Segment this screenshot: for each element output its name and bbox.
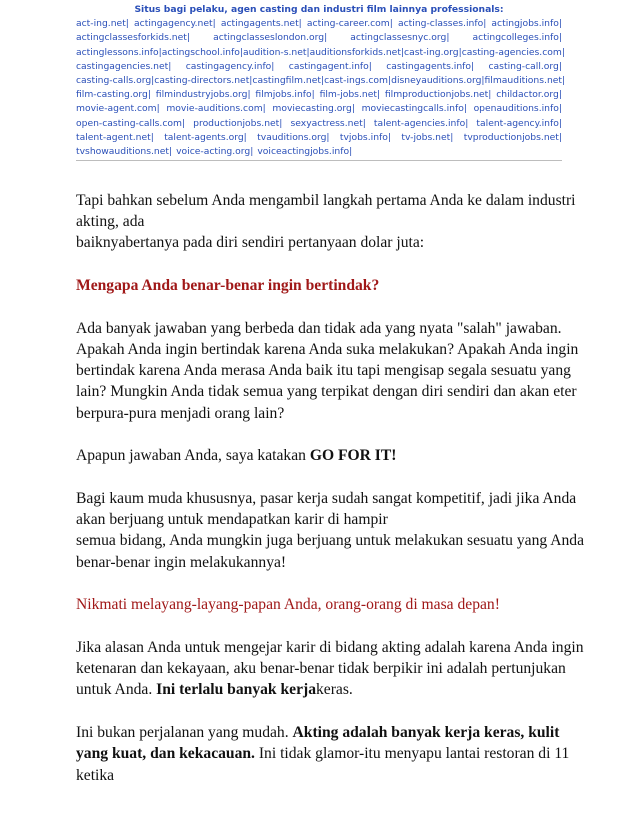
intro-paragraph bbox=[76, 190, 586, 254]
resource-link[interactable]: actingclassesnyc.org| bbox=[350, 32, 450, 44]
resource-link[interactable]: actingagents.net| bbox=[220, 18, 302, 30]
resource-link[interactable]: castingagencies.net| bbox=[76, 60, 172, 72]
resource-link[interactable]: filmindustryjobs.org| bbox=[155, 89, 251, 101]
fame-text: Jika alasan Anda untuk mengejar karir di bidang akting adalah karena Anda ingin ketenaran dan kekayaan, aku benar-benar tidak berpikir ini adalah pertunjukan untuk Anda. bbox=[76, 639, 584, 699]
link-line bbox=[76, 117, 562, 131]
resource-link[interactable]: open-casting-calls.com| bbox=[76, 117, 186, 129]
resource-link[interactable]: childactor.org| bbox=[496, 89, 562, 101]
resource-link[interactable]: casting-calls.org| bbox=[76, 75, 155, 87]
resource-link[interactable]: openauditions.info| bbox=[473, 103, 562, 115]
job-market-line-2: semua bidang, Anda mungkin juga berjuang untuk melakukan sesuatu yang Anda benar-benar ingin melakukannya! bbox=[76, 532, 584, 571]
hard-work-text: Ini bukan perjalanan yang mudah. bbox=[76, 724, 293, 742]
resource-link[interactable]: productionjobs.net| bbox=[193, 117, 283, 129]
resource-link[interactable]: tvshowauditions.net| bbox=[76, 146, 173, 158]
resource-link[interactable]: acting-classes.info| bbox=[397, 18, 487, 30]
resource-links-header bbox=[76, 3, 566, 159]
resource-link[interactable]: filmjobs.info| bbox=[255, 89, 315, 101]
resource-link[interactable]: voice-acting.org| bbox=[176, 146, 254, 158]
resource-link[interactable]: cast-ing.org| bbox=[404, 46, 462, 58]
job-market-paragraph bbox=[76, 488, 586, 573]
resource-link[interactable]: talent-agencies.info| bbox=[373, 117, 469, 129]
resource-link[interactable]: tv-jobs.net| bbox=[401, 131, 454, 143]
resource-link[interactable]: castingagent.info| bbox=[288, 60, 372, 72]
resource-link[interactable]: tvauditions.org| bbox=[257, 131, 330, 143]
resource-link[interactable]: actingcolleges.info| bbox=[472, 32, 562, 44]
link-lines bbox=[76, 17, 566, 159]
links-title: Situs bagi pelaku, agen casting dan industri film lainnya professionals: bbox=[134, 4, 504, 15]
resource-link[interactable]: castingagents.info| bbox=[386, 60, 475, 72]
go-for-it-text: Apapun jawaban Anda, saya katakan bbox=[76, 447, 310, 465]
resource-link[interactable]: sexyactress.net| bbox=[290, 117, 366, 129]
link-line bbox=[76, 131, 562, 145]
intro-line-2: baiknyabertanya pada diri sendiri pertanyaan dolar juta: bbox=[76, 234, 425, 252]
go-for-it-paragraph bbox=[76, 445, 586, 466]
resource-link[interactable]: auditionsforkids.net| bbox=[309, 46, 405, 58]
resource-link[interactable]: act-ing.net| bbox=[76, 18, 129, 30]
job-market-line-1: Bagi kaum muda khususnya, pasar kerja sudah sangat kompetitif, jadi jika Anda akan berjuang untuk mendapatkan karir di hampir bbox=[76, 490, 577, 529]
resource-link[interactable]: filmauditions.net| bbox=[484, 75, 566, 87]
link-line bbox=[76, 74, 566, 88]
resource-link[interactable]: movie-auditions.com| bbox=[166, 103, 266, 115]
go-for-it-emphasis: GO FOR IT! bbox=[309, 447, 397, 465]
section-heading-enjoy: Nikmati melayang-layang-papan Anda, orang-orang di masa depan! bbox=[76, 596, 500, 614]
link-line bbox=[76, 46, 565, 60]
link-line bbox=[76, 60, 562, 74]
fame-emphasis: Ini terlalu banyak kerja bbox=[156, 681, 316, 699]
intro-line-1: Tapi bahkan sebelum Anda mengambil langkah pertama Anda ke dalam industri akting, ada bbox=[76, 192, 576, 231]
resource-link[interactable]: disneyauditions.org| bbox=[391, 75, 485, 87]
link-line bbox=[76, 102, 562, 116]
resource-link[interactable]: film-casting.org| bbox=[76, 89, 151, 101]
resource-link[interactable]: actingjobs.info| bbox=[491, 18, 562, 30]
link-line bbox=[76, 145, 562, 159]
section-heading-why-act: Mengapa Anda benar-benar ingin bertindak? bbox=[76, 277, 380, 295]
resource-link[interactable]: moviecasting.org| bbox=[272, 103, 355, 115]
article-body bbox=[76, 190, 586, 807]
header-divider bbox=[76, 160, 562, 161]
resource-link[interactable]: talent-agent.net| bbox=[76, 131, 154, 143]
resource-link[interactable]: casting-directors.net| bbox=[154, 75, 253, 87]
resource-link[interactable]: acting-career.com| bbox=[306, 18, 393, 30]
resource-link[interactable]: voiceactingjobs.info| bbox=[257, 146, 353, 158]
resource-link[interactable]: actinglessons.info| bbox=[76, 46, 162, 58]
resource-link[interactable]: movie-agent.com| bbox=[76, 103, 160, 115]
resource-link[interactable]: casting-agencies.com| bbox=[461, 46, 565, 58]
resource-link[interactable]: castingagency.info| bbox=[185, 60, 275, 72]
resource-link[interactable]: actingclasseslondon.org| bbox=[213, 32, 328, 44]
resource-link[interactable]: cast-ings.com| bbox=[324, 75, 392, 87]
link-line bbox=[76, 31, 562, 45]
link-line bbox=[76, 88, 562, 102]
fame-tail: keras. bbox=[316, 681, 353, 699]
resource-link[interactable]: castingfilm.net| bbox=[252, 75, 325, 87]
hard-work-emphasis: Akting adalah banyak kerja keras, kulit yang kuat, dan kekacauan. bbox=[76, 724, 560, 763]
resource-link[interactable]: actingagency.net| bbox=[134, 18, 216, 30]
resource-link[interactable]: film-jobs.net| bbox=[319, 89, 381, 101]
resource-link[interactable]: talent-agents.org| bbox=[164, 131, 247, 143]
resource-link[interactable]: casting-call.org| bbox=[488, 60, 562, 72]
resource-link[interactable]: moviecastingcalls.info| bbox=[361, 103, 467, 115]
fame-paragraph bbox=[76, 637, 586, 701]
resource-link[interactable]: actingschool.info| bbox=[161, 46, 243, 58]
resource-link[interactable]: tvproductionjobs.net| bbox=[463, 131, 562, 143]
resource-link[interactable]: talent-agency.info| bbox=[476, 117, 562, 129]
resource-link[interactable]: actingclassesforkids.net| bbox=[76, 32, 190, 44]
answers-paragraph: Ada banyak jawaban yang berbeda dan tidak ada yang nyata "salah" jawaban. Apakah Anda ingin bertindak karena Anda suka melakukan? Apakah Anda ingin bertindak karena Anda merasa Anda baik itu tapi mengisap segala sesuatu yang lain? Mungkin Anda tidak semua yang terpikat dengan diri sendiri dan akan eter berpura-pura menjadi orang lain? bbox=[76, 319, 579, 422]
link-line bbox=[76, 17, 562, 31]
resource-link[interactable]: tvjobs.info| bbox=[339, 131, 391, 143]
resource-link[interactable]: filmproductionjobs.net| bbox=[384, 89, 492, 101]
hard-work-paragraph bbox=[76, 722, 586, 786]
resource-link[interactable]: audition-s.net| bbox=[242, 46, 310, 58]
hard-work-tail: Ini tidak glamor-itu menyapu lantai restoran di 11 ketika bbox=[76, 745, 570, 784]
